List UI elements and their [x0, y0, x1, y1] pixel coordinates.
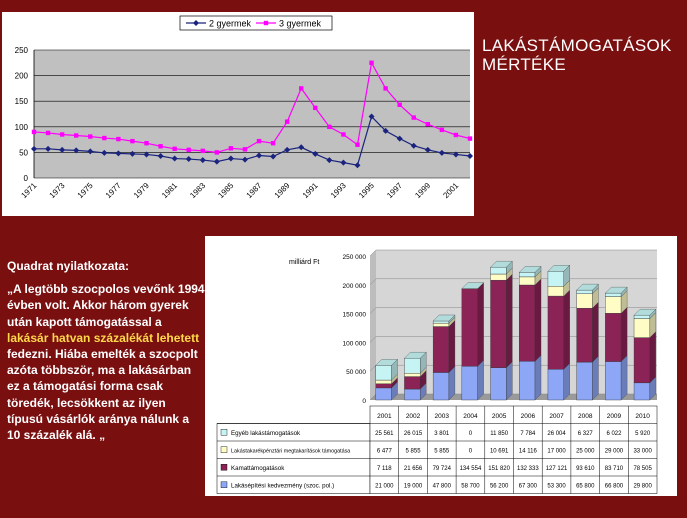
y-tick-label: 0 — [362, 398, 366, 405]
bar-segment — [519, 277, 535, 285]
x-tick-label: 1977 — [103, 181, 123, 200]
x-category-label: 2002 — [405, 413, 421, 420]
bar-segment — [462, 366, 478, 400]
data-point — [46, 131, 50, 135]
bar-segment-side — [564, 290, 570, 369]
data-point — [172, 147, 176, 151]
bar-segment-side — [449, 321, 455, 373]
bar-segment — [605, 313, 621, 361]
line-chart — [2, 12, 474, 216]
bar-segment — [519, 285, 535, 361]
x-tick-label: 1987 — [244, 181, 264, 200]
table-cell-value: 79 724 — [432, 465, 451, 472]
data-point — [369, 61, 373, 65]
legend-marker-3-gyermek — [264, 21, 268, 25]
table-cell-value: 0 — [468, 430, 473, 437]
x-category-label: 2010 — [635, 413, 650, 420]
bar-segment — [577, 294, 593, 308]
table-legend-swatch — [221, 429, 227, 435]
data-point — [341, 132, 345, 136]
table-cell-value: 33 000 — [633, 448, 652, 455]
data-point — [187, 148, 191, 152]
data-point — [229, 146, 233, 150]
table-cell-value: 10 691 — [489, 448, 509, 455]
x-tick-label: 1989 — [272, 181, 292, 200]
table-cell-value: 21 000 — [375, 483, 394, 490]
data-point — [440, 128, 444, 132]
data-point — [116, 137, 120, 141]
table-series-name: Egyéb lakástámogatások — [231, 429, 301, 437]
bar-segment — [491, 267, 507, 274]
table-cell-value: 21 656 — [403, 465, 423, 472]
table-cell-value: 26 015 — [403, 430, 423, 437]
bar-segment-side — [535, 355, 541, 400]
data-point — [299, 86, 303, 90]
bar-segment — [433, 321, 449, 323]
data-point — [215, 150, 219, 154]
x-category-label: 2003 — [434, 413, 449, 420]
table-cell-value: 3 801 — [434, 430, 450, 437]
x-category-label: 2001 — [377, 413, 392, 420]
y-tick-label: 200 000 — [342, 282, 366, 290]
legend-label-3-gyermek: 3 gyermek — [279, 18, 322, 29]
table-cell-value: 14 116 — [518, 448, 537, 455]
slide-title — [482, 36, 682, 74]
bar-segment — [462, 289, 478, 367]
bar-segment — [548, 286, 564, 296]
table-cell-value: 29 800 — [633, 483, 652, 490]
table-cell-value: 17 000 — [547, 448, 566, 455]
bar-segment — [376, 380, 392, 384]
bar-segment-side — [506, 274, 512, 367]
x-tick-label: 1991 — [300, 181, 320, 200]
table-cell-value: 6 327 — [577, 430, 593, 437]
data-point — [88, 134, 92, 138]
bar-segment — [376, 388, 392, 400]
bar-segment — [404, 358, 420, 373]
table-cell-value: 5 855 — [405, 448, 421, 455]
bar-segment — [376, 365, 392, 380]
table-cell-value: 6 022 — [606, 430, 622, 437]
table-cell-value: 134 554 — [459, 465, 482, 472]
line-chart-panel — [2, 12, 474, 216]
table-cell-value: 127 121 — [545, 465, 568, 472]
y-tick-label: 100 — [14, 122, 28, 132]
bar-segment — [404, 389, 420, 400]
bar-chart-panel — [205, 236, 677, 496]
bar-segment — [548, 369, 564, 400]
x-tick-label: 1983 — [188, 181, 208, 200]
bar-segment-side — [478, 360, 484, 400]
data-point — [201, 149, 205, 153]
y-tick-label: 250 000 — [342, 254, 366, 261]
data-point — [285, 119, 289, 123]
table-cell-value: 151 820 — [488, 465, 511, 472]
bar-segment-side — [535, 279, 541, 361]
y-tick-label: 50 — [19, 148, 28, 158]
quote-heading: Quadrat nyilatkozata: — [7, 259, 130, 273]
bar-segment — [634, 315, 650, 318]
data-point — [271, 141, 275, 145]
y-tick-label: 150 — [14, 97, 28, 107]
legend-label-2-gyermek: 2 gyermek — [209, 18, 252, 29]
quote-block — [7, 258, 205, 443]
table-cell-value: 19 000 — [403, 483, 423, 490]
bar-segment — [548, 271, 564, 286]
table-cell-value: 66 800 — [604, 483, 624, 490]
bar-segment — [376, 384, 392, 388]
bar-segment — [433, 327, 449, 373]
data-point — [243, 147, 247, 151]
data-point — [327, 125, 331, 129]
x-category-label: 2009 — [606, 413, 622, 420]
x-tick-label: 1985 — [216, 181, 236, 200]
table-cell-value: 11 850 — [490, 430, 509, 437]
plot-area — [34, 50, 470, 178]
data-point — [74, 133, 78, 137]
table-cell-value: 29 000 — [604, 448, 624, 455]
x-tick-label: 1971 — [19, 181, 39, 200]
bar-segment-side — [592, 302, 598, 362]
bar-segment-side — [650, 332, 656, 383]
y-tick-label: 0 — [23, 174, 28, 183]
bar-segment — [491, 274, 507, 280]
data-point — [468, 136, 472, 140]
table-cell-value: 93 610 — [576, 465, 595, 472]
bar-segment — [491, 368, 507, 400]
x-tick-label: 1979 — [131, 181, 151, 200]
table-cell-value: 7 118 — [377, 465, 392, 472]
data-point — [130, 139, 134, 143]
table-legend-swatch — [221, 482, 227, 488]
y-tick-label: 100 000 — [342, 340, 366, 348]
data-point — [144, 141, 148, 145]
bar-segment — [548, 296, 564, 369]
bar-segment-side — [478, 283, 484, 367]
data-point — [158, 144, 162, 148]
table-cell-value: 78 505 — [633, 465, 652, 472]
quote-text-part2: fedezni. Hiába emelték a szocpolt azóta többször, ma a lakásárban ez a támogatási forma csak töredék, lecsökkent az ilyen típusú vásárlók aránya nálunk a 10 százalék alá. „ — [7, 347, 198, 443]
table-series-name: Lakásépítési kedvezmény (szoc. pol.) — [231, 482, 335, 490]
bar-segment — [605, 362, 621, 400]
bar-segment — [605, 293, 621, 296]
table-cell-value: 132 333 — [516, 465, 539, 472]
bar-segment — [433, 372, 449, 400]
bar-segment — [519, 361, 535, 400]
data-point — [313, 106, 317, 110]
slide-title-line1: LAKÁSTÁMOGATÁSOK — [482, 36, 672, 55]
quote-text-part1: „A legtöbb szocpolos vevőnk 1994 évben volt. Akkor három gyerek után kapott támogatással a — [7, 282, 205, 329]
table-cell-value: 47 800 — [432, 483, 451, 490]
plot-side-wall — [370, 250, 376, 400]
bar-segment-side — [621, 307, 627, 361]
table-cell-value: 0 — [468, 448, 473, 455]
y-tick-label: 250 — [14, 46, 28, 55]
data-point — [257, 139, 261, 143]
bar-segment — [577, 308, 593, 362]
table-cell-value: 83 710 — [604, 465, 624, 472]
table-cell-value: 25 561 — [375, 430, 394, 437]
data-point — [426, 122, 430, 126]
bar-segment — [404, 373, 420, 376]
bar-chart — [205, 236, 677, 496]
table-cell-value: 65 800 — [576, 483, 595, 490]
x-tick-label: 1975 — [75, 181, 95, 200]
quote-highlight: lakásár hatvan százalékát lehetett — [7, 330, 200, 345]
bar-segment-side — [592, 356, 598, 400]
x-tick-label: 1997 — [385, 181, 405, 200]
bar-segment — [433, 323, 449, 326]
table-cell-value: 58 700 — [461, 483, 480, 490]
x-category-label: 2005 — [491, 413, 507, 420]
bar-segment — [634, 338, 650, 383]
x-tick-label: 1993 — [328, 181, 348, 200]
data-point — [454, 133, 458, 137]
bar-segment — [577, 362, 593, 400]
data-point — [355, 143, 359, 147]
x-category-label: 2004 — [463, 413, 478, 420]
x-tick-label: 1995 — [357, 181, 376, 200]
bar-segment-side — [564, 363, 570, 400]
y-tick-label: 50 000 — [346, 369, 366, 377]
table-cell-value: 5 920 — [635, 430, 651, 437]
y-axis-unit-label: milliárd Ft — [289, 259, 320, 266]
bar-segment — [491, 280, 507, 367]
bar-segment — [519, 272, 535, 276]
x-category-label: 2008 — [578, 413, 593, 420]
x-category-label: 2007 — [549, 413, 564, 420]
data-point — [60, 132, 64, 136]
table-series-name: Lakástakarékpénztári megtakarítások támogatása — [231, 448, 351, 455]
x-tick-label: 1973 — [47, 181, 67, 200]
bar-segment — [404, 377, 420, 389]
table-legend-swatch — [221, 464, 227, 470]
data-point — [383, 86, 387, 90]
y-tick-label: 200 — [14, 71, 28, 81]
table-cell-value: 56 200 — [489, 483, 509, 490]
bar-segment — [634, 383, 650, 400]
table-cell-value: 25 000 — [576, 448, 595, 455]
table-cell-value: 7 784 — [520, 430, 536, 437]
table-cell-value: 5 855 — [434, 448, 450, 455]
table-cell-value: 53 300 — [547, 483, 566, 490]
x-category-label: 2006 — [520, 413, 536, 420]
table-legend-swatch — [221, 447, 227, 453]
bar-segment-side — [621, 356, 627, 400]
table-cell-value: 67 300 — [518, 483, 538, 490]
bar-segment — [634, 319, 650, 338]
table-series-name: Kamattámogatások — [231, 464, 285, 472]
bar-segment — [605, 297, 621, 314]
data-point — [397, 103, 401, 107]
bar-segment — [577, 290, 593, 294]
x-tick-label: 1981 — [160, 181, 180, 200]
data-point — [412, 115, 416, 119]
data-point — [32, 130, 36, 134]
table-cell-value: 26 004 — [547, 430, 566, 437]
bar-segment-side — [506, 362, 512, 400]
data-point — [102, 136, 106, 140]
table-cell-value: 6 477 — [376, 448, 392, 455]
y-tick-label: 150 000 — [342, 311, 366, 319]
x-tick-label: 1999 — [413, 181, 433, 200]
x-tick-label: 2001 — [441, 181, 461, 200]
slide-title-line2: MÉRTÉKE — [482, 55, 566, 74]
